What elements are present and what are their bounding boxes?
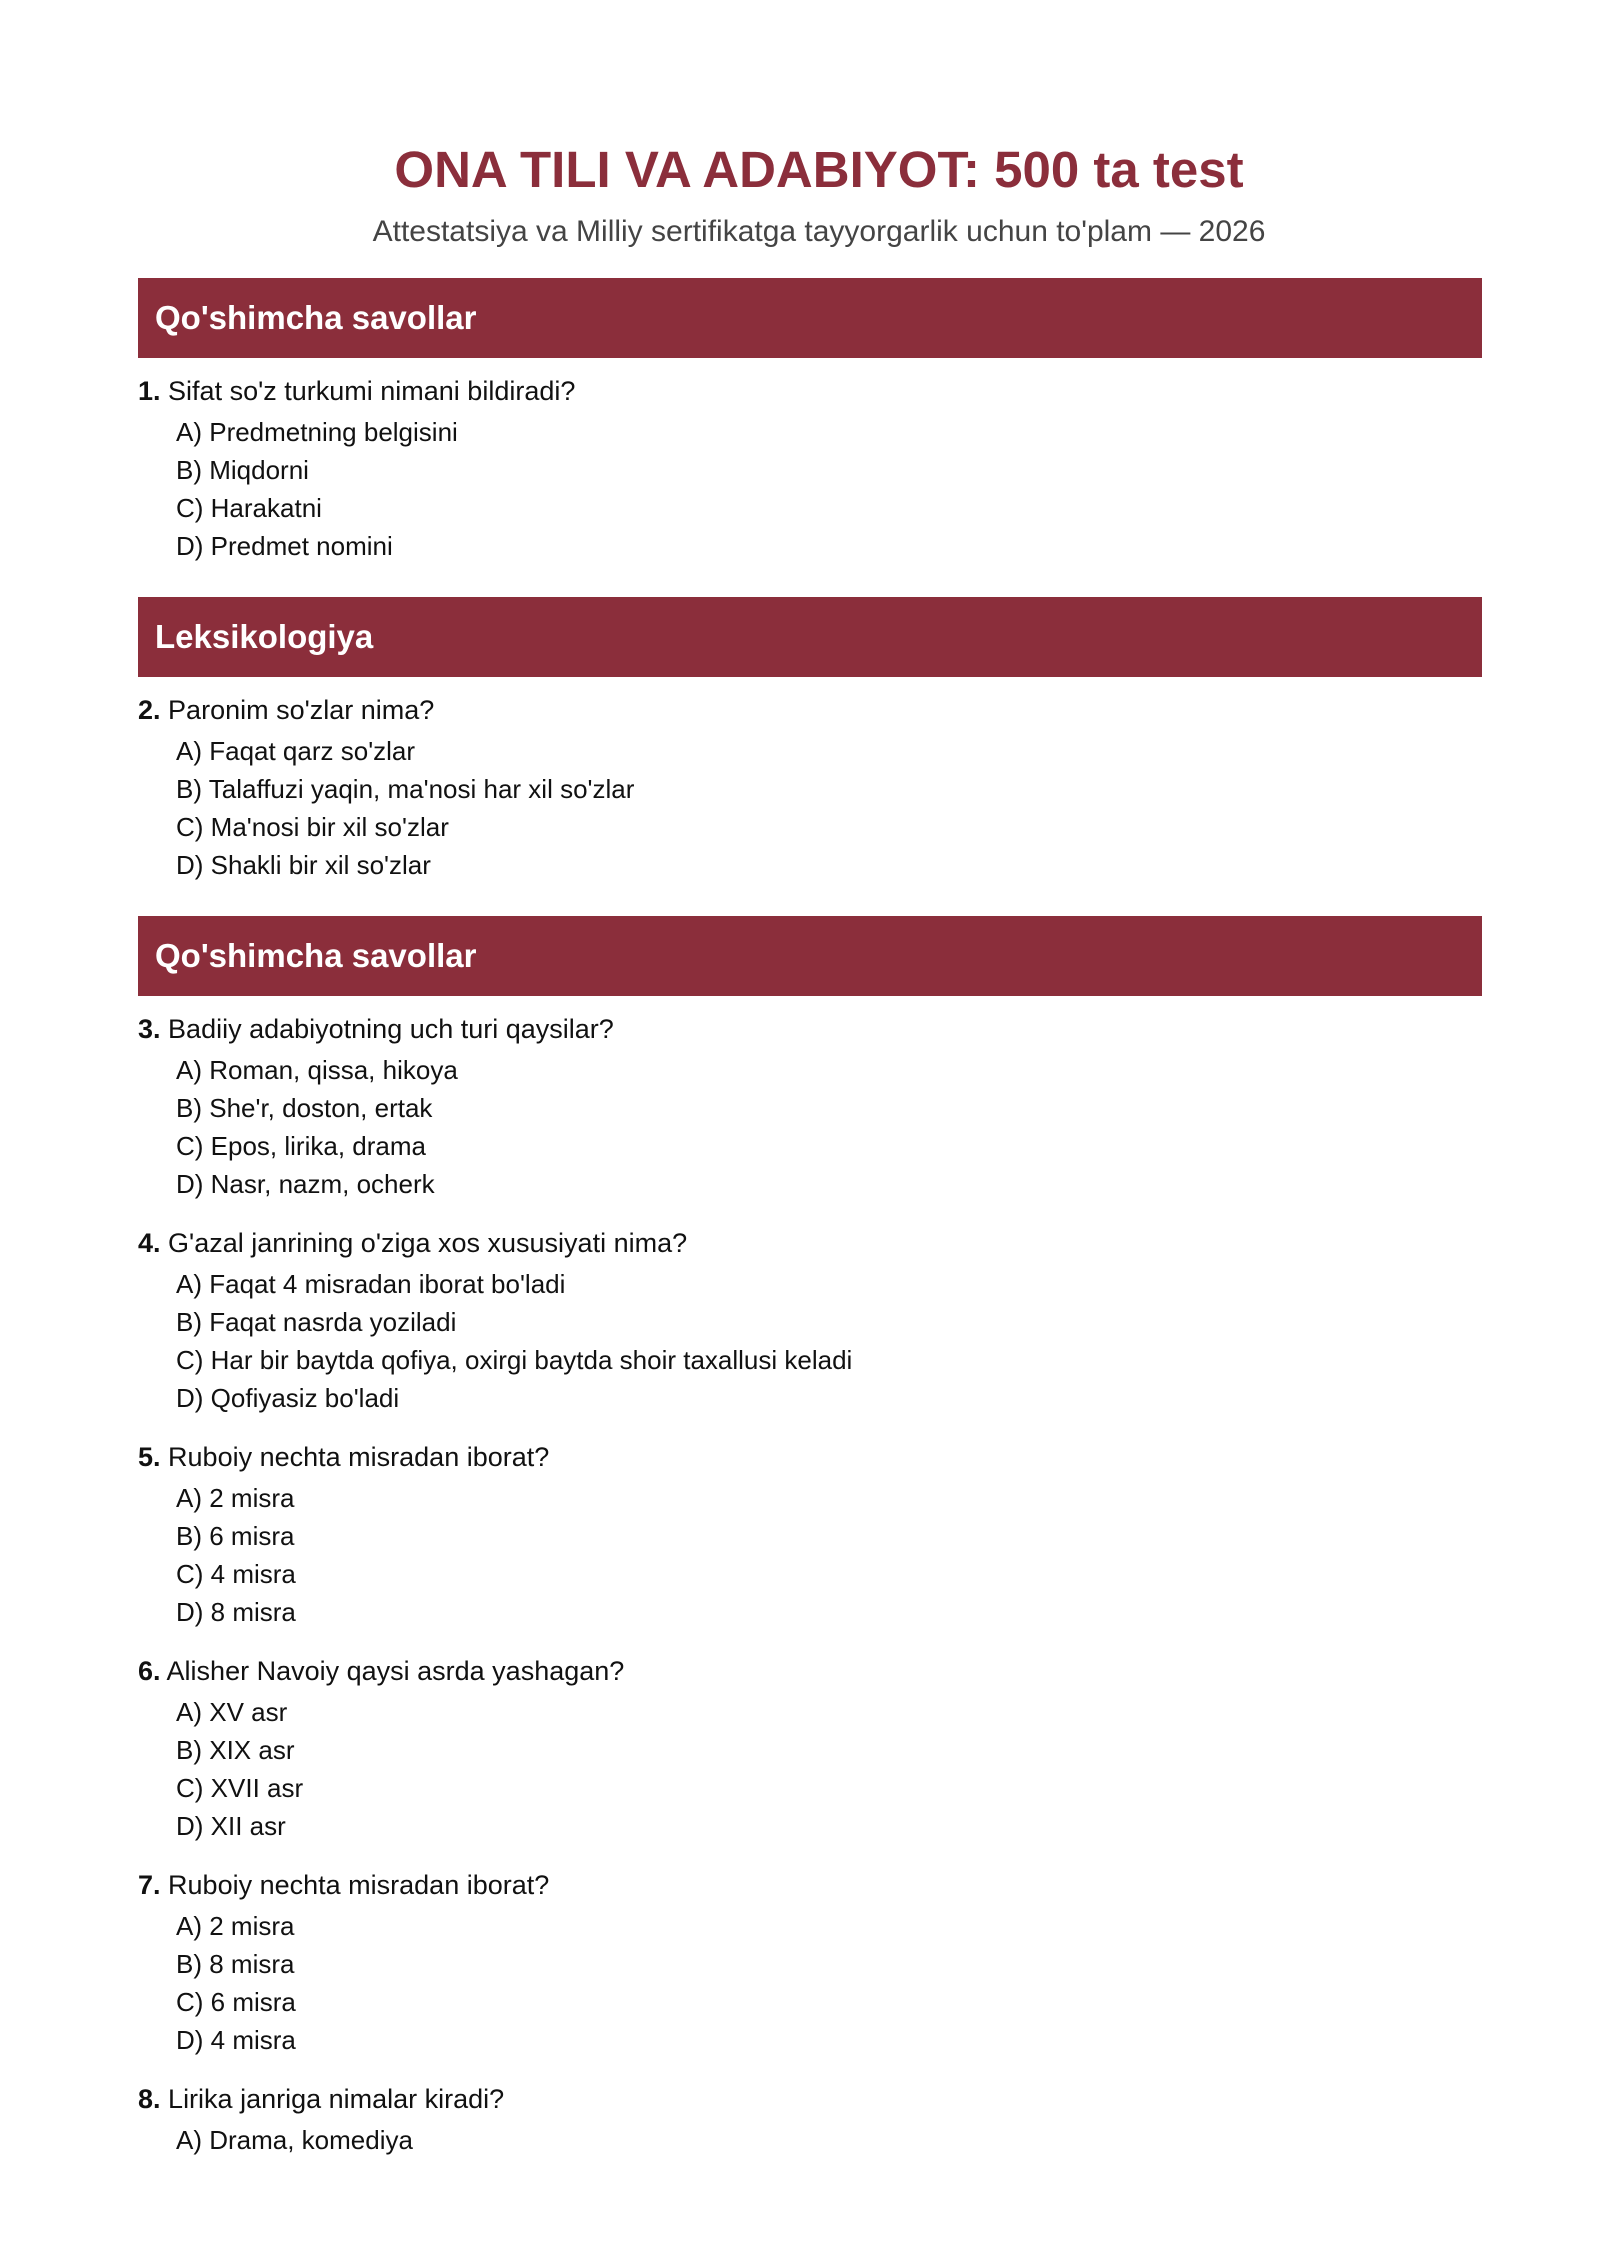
- question: [138, 375, 1482, 565]
- answer-option: B) 8 misra: [176, 1949, 295, 1979]
- section: [138, 916, 1482, 2159]
- question-prompt: Paronim so'zlar nima?: [168, 695, 435, 725]
- answer-option: A) 2 misra: [176, 1911, 295, 1941]
- answer-options: [138, 732, 1482, 884]
- question: [138, 1441, 1482, 1631]
- answer-option: A) Faqat qarz so'zlar: [176, 736, 416, 766]
- answer-option: A) Roman, qissa, hikoya: [176, 1055, 458, 1085]
- answer-option: C) 6 misra: [176, 1987, 296, 2017]
- answer-option: C) Epos, lirika, drama: [176, 1131, 426, 1161]
- answer-option: C) XVII asr: [176, 1773, 304, 1803]
- answer-option: C) 4 misra: [176, 1559, 296, 1589]
- question: [138, 694, 1482, 884]
- document-subtitle: Attestatsiya va Milliy sertifikatga tayyorgarlik uchun to'plam — 2026: [372, 215, 1266, 248]
- question-prompt: Alisher Navoiy qaysi asrda yashagan?: [166, 1656, 625, 1686]
- question-prompt: Lirika janriga nimalar kiradi?: [168, 2084, 505, 2114]
- answer-options: [138, 2121, 1482, 2159]
- answer-option: A) 2 misra: [176, 1483, 295, 1513]
- question-text: [138, 694, 1482, 726]
- document-title: ONA TILI VA ADABIYOT: 500 ta test: [394, 141, 1244, 198]
- section-header: Leksikologiya: [138, 597, 1482, 677]
- question: [138, 1655, 1482, 1845]
- question-text: [138, 1655, 1482, 1687]
- answer-option: C) Ma'nosi bir xil so'zlar: [176, 812, 449, 842]
- question-text: [138, 1013, 1482, 1045]
- answer-option: C) Harakatni: [176, 493, 322, 523]
- answer-options: [138, 1907, 1482, 2059]
- answer-option: D) Nasr, nazm, ocherk: [176, 1169, 435, 1199]
- section: [138, 597, 1482, 884]
- section: [138, 278, 1482, 565]
- question-number: 2.: [138, 695, 161, 725]
- answer-option: D) XII asr: [176, 1811, 286, 1841]
- question: [138, 1227, 1482, 1417]
- question-number: 8.: [138, 2084, 161, 2114]
- answer-option: A) XV asr: [176, 1697, 288, 1727]
- question-prompt: Ruboiy nechta misradan iborat?: [168, 1870, 550, 1900]
- question: [138, 2083, 1482, 2159]
- question-number: 5.: [138, 1442, 161, 1472]
- answer-options: [138, 1693, 1482, 1845]
- question-prompt: G'azal janrining o'ziga xos xususiyati nima?: [168, 1228, 688, 1258]
- question-number: 7.: [138, 1870, 161, 1900]
- answer-options: [138, 1479, 1482, 1631]
- question-prompt: Badiiy adabiyotning uch turi qaysilar?: [168, 1014, 614, 1044]
- question: [138, 1013, 1482, 1203]
- answer-option: B) 6 misra: [176, 1521, 295, 1551]
- question: [138, 1869, 1482, 2059]
- answer-option: A) Drama, komediya: [176, 2125, 413, 2155]
- answer-option: B) Faqat nasrda yoziladi: [176, 1307, 457, 1337]
- question-text: [138, 1227, 1482, 1259]
- answer-option: D) 8 misra: [176, 1597, 296, 1627]
- answer-options: [138, 1265, 1482, 1417]
- question-text: [138, 1869, 1482, 1901]
- question-text: [138, 2083, 1482, 2115]
- answer-option: B) Miqdorni: [176, 455, 309, 485]
- document-page: [138, 140, 1482, 2159]
- section-header: Qo'shimcha savollar: [138, 278, 1482, 358]
- answer-option: D) 4 misra: [176, 2025, 296, 2055]
- answer-option: B) Talaffuzi yaqin, ma'nosi har xil so'zlar: [176, 774, 635, 804]
- question-prompt: Ruboiy nechta misradan iborat?: [168, 1442, 550, 1472]
- answer-option: D) Qofiyasiz bo'ladi: [176, 1383, 400, 1413]
- answer-options: [138, 1051, 1482, 1203]
- answer-option: B) XIX asr: [176, 1735, 295, 1765]
- answer-option: A) Predmetning belgisini: [176, 417, 458, 447]
- answer-option: C) Har bir baytda qofiya, oxirgi baytda shoir taxallusi keladi: [176, 1345, 853, 1375]
- question-number: 1.: [138, 376, 161, 406]
- section-header: Qo'shimcha savollar: [138, 916, 1482, 996]
- question-number: 3.: [138, 1014, 161, 1044]
- question-prompt: Sifat so'z turkumi nimani bildiradi?: [168, 376, 576, 406]
- answer-option: D) Shakli bir xil so'zlar: [176, 850, 431, 880]
- answer-option: D) Predmet nomini: [176, 531, 393, 561]
- question-text: [138, 375, 1482, 407]
- question-number: 4.: [138, 1228, 161, 1258]
- question-number: 6.: [138, 1656, 161, 1686]
- answer-option: A) Faqat 4 misradan iborat bo'ladi: [176, 1269, 566, 1299]
- answer-options: [138, 413, 1482, 565]
- question-text: [138, 1441, 1482, 1473]
- answer-option: B) She'r, doston, ertak: [176, 1093, 433, 1123]
